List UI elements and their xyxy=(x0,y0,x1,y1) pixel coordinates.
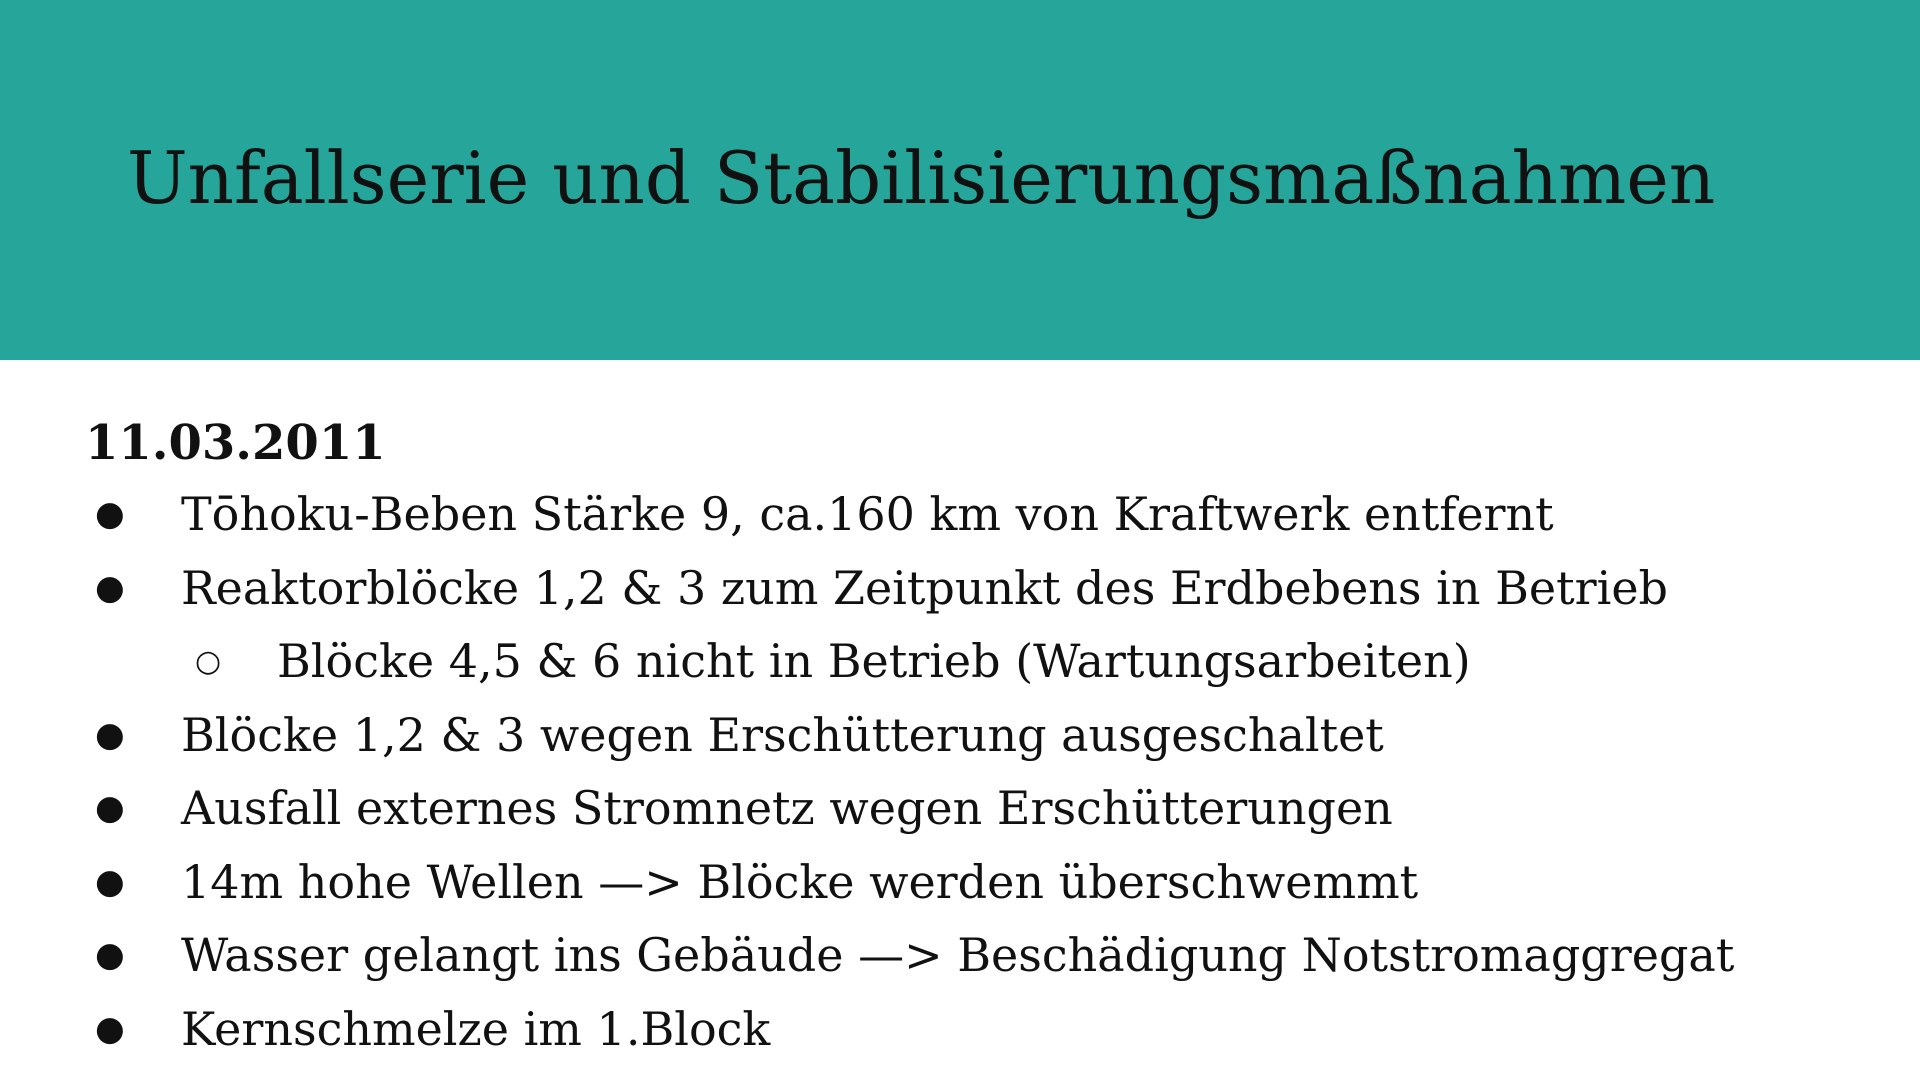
bullet-dot-icon: ● xyxy=(95,714,125,755)
slide-content xyxy=(85,408,1885,1066)
bullet-circle-icon: ○ xyxy=(195,644,222,679)
bullet-list xyxy=(85,478,1885,1066)
bullet-item xyxy=(85,699,1885,773)
bullet-item xyxy=(85,919,1885,993)
bullet-text: Blöcke 1,2 & 3 wegen Erschütterung ausgeschaltet xyxy=(181,707,1384,762)
bullet-item xyxy=(85,552,1885,626)
bullet-text: Ausfall externes Stromnetz wegen Erschütterungen xyxy=(181,781,1393,835)
bullet-item xyxy=(85,993,1885,1067)
bullet-text: Reaktorblöcke 1,2 & 3 zum Zeitpunkt des Erdbebens in Betrieb xyxy=(181,560,1669,615)
bullet-text: Blöcke 4,5 & 6 nicht in Betrieb (Wartungsarbeiten) xyxy=(277,634,1471,688)
date-heading: 11.03.2011 xyxy=(85,415,386,471)
header-band xyxy=(0,0,1920,360)
bullet-dot-icon: ● xyxy=(95,1008,125,1049)
bullet-text: Tōhoku-Beben Stärke 9, ca.160 km von Kraftwerk entfernt xyxy=(181,487,1554,541)
bullet-dot-icon: ● xyxy=(95,494,125,534)
bullet-dot-icon: ● xyxy=(95,788,125,828)
bullet-item xyxy=(85,772,1885,846)
bullet-dot-icon: ● xyxy=(95,935,125,975)
bullet-item xyxy=(85,478,1885,552)
bullet-item xyxy=(85,846,1885,920)
bullet-text: Wasser gelangt ins Gebäude —> Beschädigung Notstromaggregat xyxy=(181,928,1735,982)
slide-title: Unfallserie und Stabilisierungsmaßnahmen xyxy=(127,136,1716,220)
bullet-dot-icon: ● xyxy=(95,861,125,902)
bullet-text: Kernschmelze im 1.Block xyxy=(181,1001,771,1056)
bullet-dot-icon: ● xyxy=(95,567,125,608)
sub-bullet-item xyxy=(85,625,1885,699)
bullet-text: 14m hohe Wellen —> Blöcke werden überschwemmt xyxy=(181,854,1419,909)
